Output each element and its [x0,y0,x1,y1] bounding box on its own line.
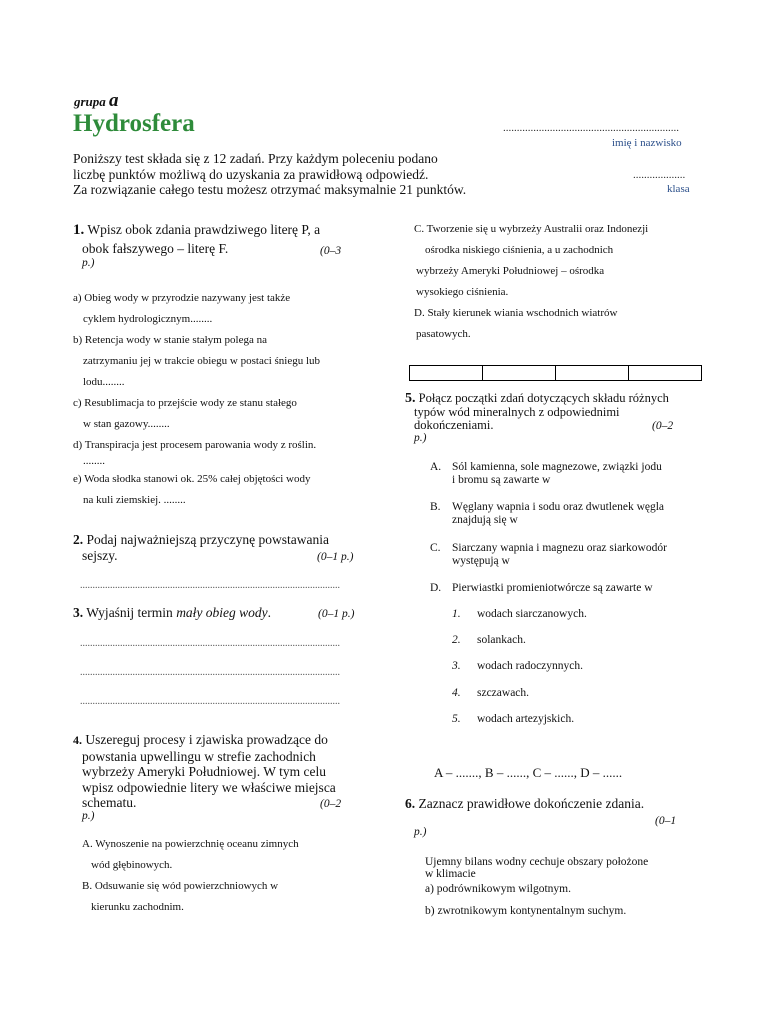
ending-text: wodach artezyjskich. [477,713,575,725]
question-text: wybrzeży Ameryki Południowej. W tym celu [82,764,326,779]
option-line: znajdują się w [452,514,518,526]
statement-b[interactable] [73,330,393,393]
q5-ending-3 [452,660,712,673]
statement-e[interactable] [73,469,393,511]
question-number: 5. [405,391,416,406]
ending-number: 3. [452,660,461,672]
statement-line: w stan gazowy........ [83,418,170,430]
question-text: dokończeniami. [414,418,494,432]
question-number: 6. [405,796,416,811]
q5-start-b [430,501,720,527]
question-6 [405,796,725,838]
statement-line: e) Woda słodka stanowi ok. 25% całej objętości wody [73,473,311,485]
q5-ending-1 [452,608,712,621]
option-line: B. Odsuwanie się wód powierzchniowych w [82,880,279,892]
option-line: wybrzeży Ameryki Południowej – ośrodka [416,265,605,277]
group-label [74,90,119,112]
question-text: Wpisz obok zdania prawdziwego literę P, a [84,222,321,237]
page-title: Hydrosfera [73,110,195,137]
group-letter: a [109,90,119,111]
option-line: Sól kamienna, sole magnezowe, związki jodu [452,461,662,473]
question-text: Wyjaśnij termin [83,605,177,620]
option-letter: C. [430,542,441,554]
option-line: wód głębinowych. [91,859,173,871]
answer-line[interactable]: ........................................................................................................ [80,580,340,591]
stem-line: Ujemny bilans wodny cechuje obszary położone [425,856,649,868]
ending-text: wodach radoczynnych. [477,660,584,672]
question-1 [73,222,393,269]
statement-line: zatrzymaniu jej w trakcie obiegu w postaci śniegu lub [83,355,321,367]
question-2 [73,532,393,564]
statement-line: na kuli ziemskiej. ........ [83,494,186,506]
points: (0–1 [655,815,677,827]
question-text: powstania upwellingu w strefie zachodnich [82,748,316,764]
ending-text: wodach siarczanowych. [477,608,587,620]
option-line: Pierwiastki promieniotwórcze są zawarte w [452,582,653,594]
ending-text: szczawach. [477,687,530,699]
question-text: Podaj najważniejszą przyczynę powstawania [83,532,330,547]
q5-ending-5 [452,713,712,726]
points: (0–2 [320,798,342,810]
question-text: Zaznacz prawidłowe dokończenie zdania. [415,796,645,811]
q5-start-c [430,542,720,568]
q6-stem [425,856,715,880]
q5-start-d [430,582,720,595]
question-number: 3. [73,605,84,620]
statement-d[interactable] [73,435,393,466]
ending-number: 1. [452,608,461,620]
statement-c[interactable] [73,393,393,435]
ending-number: 2. [452,634,461,646]
answer-line[interactable]: ........................................................................................................ [80,667,340,678]
points: (0–3 [320,245,342,257]
question-text: wpisz odpowiednie litery we właściwe miejsca [82,779,336,795]
schema-cell-4[interactable] [629,366,702,381]
q5-ending-4 [452,687,712,700]
option-letter: D. [430,582,442,594]
option-c [414,219,724,303]
option-line: ośrodka niskiego ciśnienia, a u zachodnich [425,244,614,256]
intro-line: Za rozwiązanie całego testu możesz otrzymać maksymalnie 21 punktów. [73,182,467,197]
q5-ending-2 [452,634,712,647]
name-field[interactable]: ................................................................ [503,122,679,134]
points: (0–1 p.) [317,551,354,563]
q5-answer-line[interactable]: A – ......., B – ......, C – ......, D – ...... [434,765,623,780]
option-a [82,834,392,876]
q6-option-a[interactable]: a) podrównikowym wilgotnym. [425,883,571,895]
points: (0–1 p.) [318,608,355,620]
option-letter: B. [430,501,441,513]
question-text: Uszereguj procesy i zjawiska prowadzące do [82,732,328,747]
intro-text [73,151,513,198]
ending-text: solankach. [477,634,526,646]
ending-number: 4. [452,687,461,699]
option-line: wysokiego ciśnienia. [416,286,509,298]
q5-start-a [430,461,720,487]
question-text: obok fałszywego – literę F. [82,241,229,256]
class-field[interactable]: ................... [633,169,686,181]
answer-line[interactable]: ........................................................................................................ [80,696,340,707]
option-letter: A. [430,461,442,473]
statement-line: a) Obieg wody w przyrodzie nazywany jest także [73,292,291,304]
statement-line: lodu........ [83,376,125,388]
schema-cell-1[interactable] [410,366,483,381]
question-3 [73,605,393,621]
points: (0–2 [652,420,674,432]
intro-line: Poniższy test składa się z 12 zadań. Przy każdym poleceniu podano [73,151,438,166]
option-line: D. Stały kierunek wiania wschodnich wiatrów [414,307,618,319]
statement-line: cyklem hydrologicznym........ [83,313,213,325]
statement-line: ........ [83,455,105,467]
statement-line: d) Transpiracja jest procesem parowania wody z roślin. [73,439,317,451]
option-d [414,303,724,345]
option-line: i bromu są zawarte w [452,474,551,486]
option-line: pasatowych. [416,328,471,340]
question-number: 2. [73,532,84,547]
option-line: A. Wynoszenie na powierzchnię oceanu zimnych [82,838,299,850]
question-term: mały obieg wody [176,605,268,620]
question-text: Połącz początki zdań dotyczących składu różnych [415,391,669,405]
option-line: kierunku zachodnim. [91,901,184,913]
q4-options-continued [414,219,724,345]
answer-line[interactable]: ........................................................................................................ [80,638,340,649]
points: p.) [414,826,427,838]
points: p.) [82,257,95,269]
points: p.) [414,431,427,444]
question-4 [73,732,393,822]
option-line: Węglany wapnia i sodu oraz dwutlenek węgla [452,501,665,513]
intro-line: liczbę punktów możliwą do uzyskania za prawidłową odpowiedź. [73,166,429,182]
upwelling-schema-table [409,365,702,381]
option-line: C. Tworzenie się u wybrzeży Australii oraz Indonezji [414,223,649,235]
name-label: imię i nazwisko [612,137,682,149]
q1-statements [73,288,393,511]
option-line: Siarczany wapnia i magnezu oraz siarkowodór [452,542,667,554]
statement-line: b) Retencja wody w stanie stałym polega na [73,334,267,346]
question-number: 1. [73,222,85,238]
statement-line: c) Resublimacja to przejście wody ze stanu stałego [73,397,297,409]
class-label: klasa [667,183,690,195]
question-text: sejszy. [82,548,118,563]
option-line: występują w [452,555,510,567]
points: p.) [82,809,95,822]
schema-cell-3[interactable] [556,366,629,381]
ending-number: 5. [452,713,461,725]
question-text: typów wód mineralnych z odpowiednimi [414,404,620,419]
q4-options [82,834,392,918]
question-5 [405,392,725,444]
group-word: grupa [74,94,106,109]
question-text: . [267,605,272,620]
schema-cell-2[interactable] [483,366,556,381]
question-text: schematu. [82,795,137,810]
option-b [82,876,392,918]
question-number: 4. [73,733,82,747]
q6-option-b[interactable]: b) zwrotnikowym kontynentalnym suchym. [425,905,627,917]
stem-line: w klimacie [425,868,476,880]
statement-a[interactable] [73,288,393,330]
